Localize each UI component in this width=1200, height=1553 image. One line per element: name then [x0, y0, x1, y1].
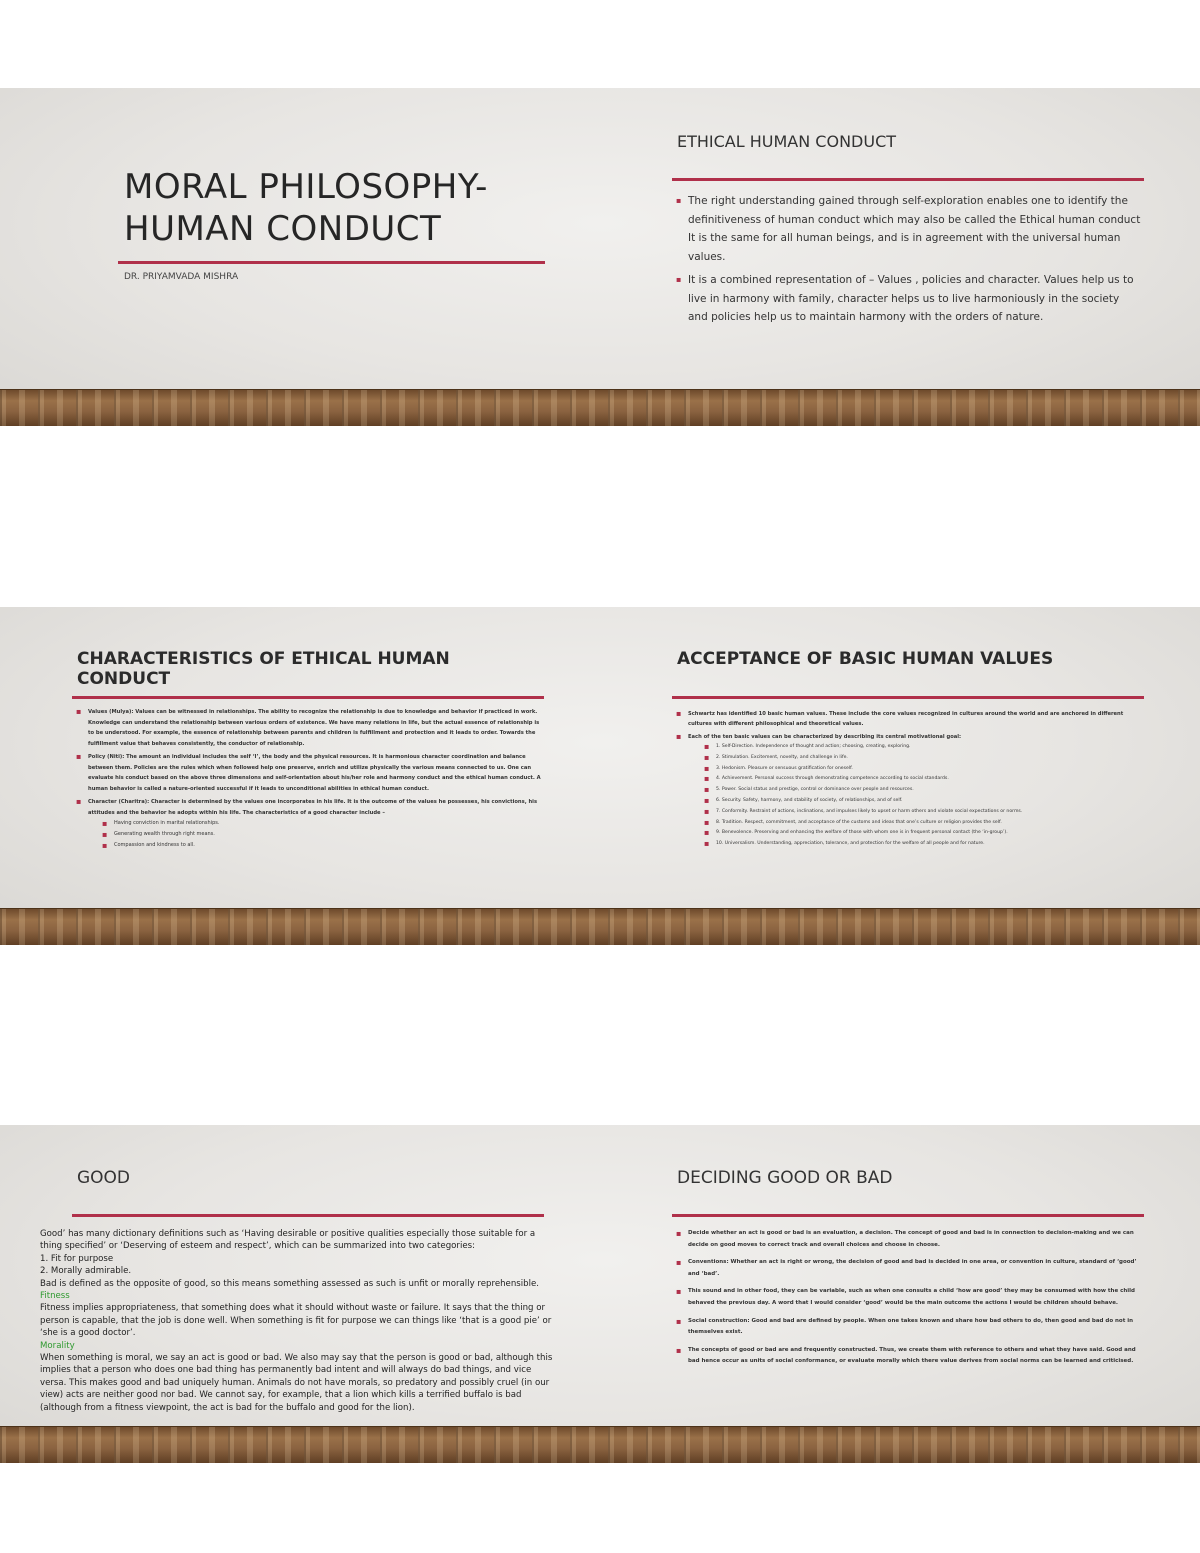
slide-deciding-good-or-bad [600, 1125, 1200, 1427]
sub-bullet-item: ▪ Compassion and kindness to all. [102, 840, 542, 851]
sub-bullet-item: ▪ 10. Universalism. Understanding, appreciation, tolerance, and protection for the welfare of all people and for nature. [704, 839, 1142, 850]
bullet-list [76, 707, 542, 851]
sub-bullet-item: ▪ Having conviction in marital relationships. [102, 818, 542, 829]
slide-row-1 [0, 88, 1200, 426]
slide-good [0, 1125, 600, 1427]
slide-title: CHARACTERISTICS OF ETHICAL HUMAN CONDUCT [77, 649, 450, 689]
slide-row-3 [0, 1125, 1200, 1463]
sub-bullet-item: ▪ Generating wealth through right means. [102, 829, 542, 840]
bullet-item: ▪ Values (Mulya): Values can be witnessed in relationships. The ability to recognize the relationship is due to knowledge and behavior if practiced in work. Knowledge can understand the relationship between various orders of existence. We have many relations in life, but the actual essence of relationship is to be understood. For example, the essence of relationship between parents and children is fulfillment and protection and it leads to order. Towards the fulfillment value that behaves consistently, the conductor of relationship. [76, 707, 542, 749]
definition-item: 2. Morally admirable. [40, 1266, 132, 1277]
bullet-item: ▪ It is a combined representation of – Values , policies and character. Values help us to live in harmony with family, character helps us to live harmoniously in the society and policies help us to maintain harmony with the orders of nature. [676, 271, 1142, 327]
title-line-1: MORAL PHILOSOPHY- [124, 167, 488, 207]
sub-bullet-item: ▪ 9. Benevolence. Preserving and enhancing the welfare of those with whom one is in frequent personal contact (the ‘in-group’). [704, 828, 1142, 839]
bullet-item [76, 797, 542, 851]
sub-bullet-item: ▪ 2. Stimulation. Excitement, novelty, and challenge in life. [704, 753, 1142, 764]
sub-bullet-item: ▪ 3. Hedonism. Pleasure or sensuous gratification for oneself. [704, 764, 1142, 775]
title-divider [672, 1214, 1144, 1217]
author-name: DR. PRIYAMVADA MISHRA [124, 272, 239, 282]
slide-row-2 [0, 607, 1200, 945]
wood-floor [0, 908, 1200, 945]
sub-bullet-list [88, 818, 542, 851]
slide-title: ETHICAL HUMAN CONDUCT [677, 132, 897, 151]
bullet-item: ▪ Social construction: Good and bad are defined by people. When one takes known and share how bad others to do, then good and bad do not in themselves exist. [676, 1316, 1142, 1339]
title-divider [72, 1214, 544, 1217]
slide-title: ACCEPTANCE OF BASIC HUMAN VALUES [677, 649, 1054, 669]
bullet-list [676, 192, 1142, 327]
sub-bullet-list [688, 742, 1142, 850]
sub-bullet-item: ▪ 8. Tradition. Respect, commitment, and acceptance of the customs and ideas that one’s culture or religion provides the self. [704, 818, 1142, 829]
slide-basic-human-values [600, 607, 1200, 909]
slide-title: DECIDING GOOD OR BAD [677, 1168, 893, 1188]
bullet-list [676, 1228, 1142, 1368]
slide-ethical-human-conduct [600, 88, 1200, 390]
sub-bullet-item: ▪ 5. Power. Social status and prestige, control or dominance over people and resources. [704, 785, 1142, 796]
bad-definition: Bad is defined as the opposite of good, so this means something assessed as such is unfit or morally reprehensible. [40, 1278, 540, 1289]
fitness-text: Fitness implies appropriateness, that something does what it should without waste or failure. It says that the thing or person is capable, that the job is done well. When something is fit for purpose we can things like ‘that is a good pie’ or ‘she is a good doctor’. [40, 1303, 552, 1339]
bullet-item: ▪ Conventions: Whether an act is right or wrong, the decision of good and bad is decided in one area, or convention in culture, standard of ‘good’ and ‘bad’. [676, 1257, 1142, 1280]
bullet-text: Each of the ten basic values can be characterized by describing its central motivational goal: [688, 734, 962, 740]
bullet-item: ▪ The right understanding gained through self-exploration enables one to identify the definitiveness of human conduct which may also be called the Ethical human conduct It is the same for all human beings, and is in agreement with the universal human values. [676, 192, 1142, 266]
title-divider [72, 696, 544, 699]
definition-item: 1. Fit for purpose [40, 1253, 114, 1264]
title-divider [672, 696, 1144, 699]
slide-title-moral-philosophy [0, 88, 600, 390]
bullet-item: ▪ The concepts of good or bad are and frequently constructed. Thus, we create them with reference to others and what they have said. Good and bad hence occur as units of social conformance, or evaluate morally which there value derives from social norms can be learned and criticised. [676, 1345, 1142, 1368]
sub-bullet-item: ▪ 6. Security. Safety, harmony, and stability of society, of relationships, and of self. [704, 796, 1142, 807]
bullet-text: Character (Charitra): Character is determined by the values one incorporates in his life. It is the outcome of the values he possesses, his convictions, his attitudes and the behavior he adopts within his life. The characteristics of a good character include – [88, 799, 538, 816]
definition-text: Good’ has many dictionary definitions such as ‘Having desirable or positive qualities especially those suitable for a thing specified’ or ‘Deserving of esteem and respect’, which can be summarized into two categories: [40, 1229, 536, 1252]
sub-bullet-item: ▪ 7. Conformity. Restraint of actions, inclinations, and impulses likely to upset or harm others and violate social expectations or norms. [704, 807, 1142, 818]
title-line-2: HUMAN CONDUCT [124, 209, 442, 249]
bullet-item: ▪ Schwartz has identified 10 basic human values. These include the core values recognized in cultures around the world and are anchored in different cultures with different philosophical and theoretical values. [676, 709, 1142, 729]
slide-title: GOOD [77, 1168, 131, 1188]
bullet-item: ▪ Policy (Niti): The amount an individual includes the self ‘I’, the body and the physical resources. It is harmonious character coordination and balance between them. Policies are the rules which when followed help one preserve, enrich and utilize physically the various means connected to us. One can evaluate his conduct based on the above three dimensions and self-orientation about his/her role and harmony conduct and the ethical human conduct. A human behavior is called a nature-oriented successful if it leads to unconditional abilities in ethical human conduct. [76, 752, 542, 794]
morality-heading: Morality [40, 1340, 75, 1351]
sub-bullet-item: ▪ 1. Self-Direction. Independence of thought and action; choosing, creating, exploring. [704, 742, 1142, 753]
bullet-list [676, 709, 1142, 850]
wood-floor [0, 389, 1200, 426]
bullet-item: ▪ Decide whether an act is good or bad is an evaluation, a decision. The concept of good and bad is in connection to decision-making and we can decide on good moves to correct track and overall choices and choose in choose. [676, 1228, 1142, 1251]
title-divider [118, 261, 545, 264]
bullet-item: ▪ This sound and in other food, they can be variable, such as when one consults a child ‘how are good’ they may be consumed with how the child behaved the previous day. A word that I would consider ‘good’ would be the main outcome the actions I would be children should behave. [676, 1286, 1142, 1309]
fitness-heading: Fitness [40, 1291, 70, 1302]
title-divider [672, 178, 1144, 181]
slide-characteristics [0, 607, 600, 909]
wood-floor [0, 1426, 1200, 1463]
bullet-item [676, 732, 1142, 850]
good-body [40, 1228, 560, 1414]
slide-title [124, 166, 488, 250]
morality-text: When something is moral, we say an act is good or bad. We also may say that the person is good or bad, although this implies that a person who does one bad thing has permanently bad intent and will always do bad things, and vice versa. This makes good and bad uniquely human. Animals do not have morals, so predatory and possibly cruel (in our view) acts are neither good nor bad. We cannot say, for example, that a lion which kills a terrified buffalo is bad (although from a fitness viewpoint, the act is bad for the buffalo and good for the lion). [40, 1353, 553, 1413]
sub-bullet-item: ▪ 4. Achievement. Personal success through demonstrating competence according to social standards. [704, 774, 1142, 785]
